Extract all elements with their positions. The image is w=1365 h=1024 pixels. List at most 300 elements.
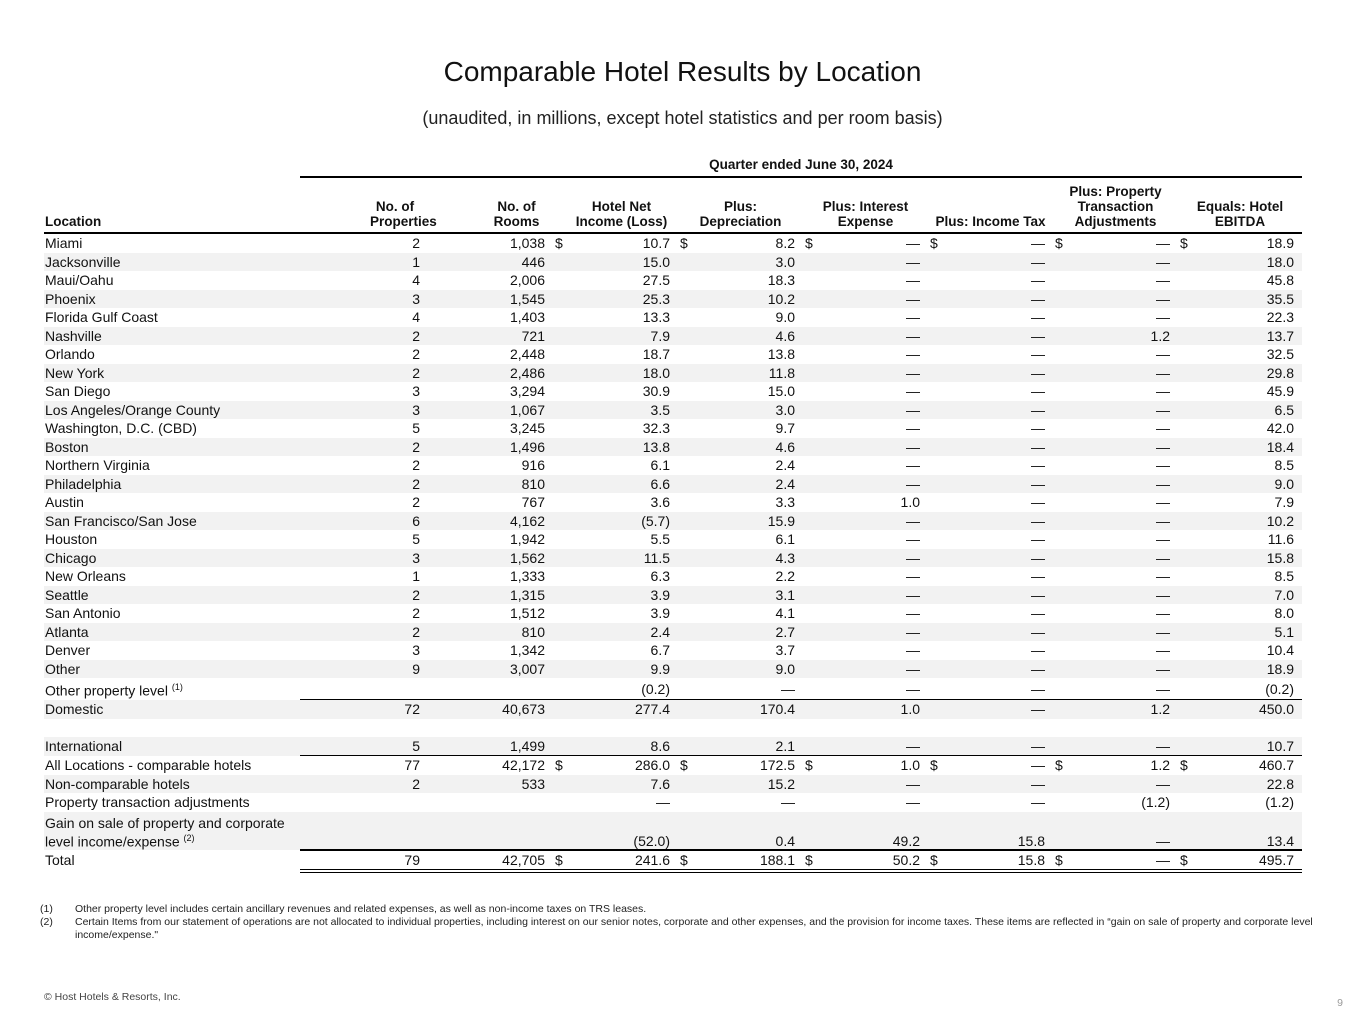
currency-symbol — [928, 775, 942, 794]
transaction-cell: — — [1156, 346, 1170, 363]
ebitda-cell: 6.5 — [1192, 401, 1302, 420]
currency-symbol — [1053, 567, 1067, 586]
currency-symbol — [1178, 345, 1192, 364]
col-header-rooms: No. of Rooms — [428, 184, 553, 233]
ebitda-cell: 15.8 — [1192, 549, 1302, 568]
location-cell — [44, 382, 300, 401]
currency-symbol — [1178, 364, 1192, 383]
currency-symbol — [803, 604, 817, 623]
currency-symbol — [928, 253, 942, 272]
currency-symbol — [553, 604, 567, 623]
table-row — [44, 812, 1302, 850]
footnote-ref: (2) — [183, 833, 195, 843]
location-cell — [44, 493, 300, 512]
rooms-cell: 42,172 — [428, 756, 553, 775]
currency-symbol — [1053, 382, 1067, 401]
currency-symbol — [1178, 530, 1192, 549]
rooms-cell: 767 — [521, 494, 545, 511]
table-row — [44, 290, 1302, 309]
transaction-cell: — — [1067, 812, 1178, 850]
currency-symbol — [803, 793, 817, 812]
depreciation-cell: 2.1 — [692, 737, 803, 756]
interest-cell: — — [906, 309, 920, 326]
table-row — [44, 308, 1302, 327]
depreciation-cell: 4.6 — [692, 438, 803, 457]
currency-symbol — [678, 419, 692, 438]
currency-symbol — [1178, 549, 1192, 568]
table-row — [44, 604, 1302, 623]
properties-cell: 77 — [300, 756, 428, 775]
currency-symbol — [678, 812, 692, 850]
properties-cell: 2 — [300, 364, 428, 383]
currency-symbol: $ — [553, 850, 567, 872]
net-income-cell: (0.2) — [641, 680, 670, 697]
table-row — [44, 678, 1302, 700]
transaction-cell: — — [1156, 235, 1170, 252]
currency-symbol — [803, 456, 817, 475]
currency-symbol — [803, 737, 817, 756]
currency-symbol — [1178, 586, 1192, 605]
currency-symbol — [553, 290, 567, 309]
currency-symbol — [928, 567, 942, 586]
net-income-cell: 3.6 — [650, 494, 670, 511]
table-row — [44, 456, 1302, 475]
currency-symbol: $ — [805, 235, 813, 252]
currency-symbol — [1053, 737, 1067, 756]
currency-symbol — [678, 401, 692, 420]
rooms-cell: 2,486 — [428, 364, 553, 383]
depreciation-cell: 4.1 — [775, 605, 795, 622]
ebitda-cell: 45.8 — [1266, 272, 1295, 289]
currency-symbol — [803, 512, 817, 531]
location-cell — [44, 364, 300, 383]
location-cell — [44, 812, 300, 850]
income-tax-cell: — — [1031, 642, 1045, 659]
location-cell — [44, 475, 300, 494]
transaction-cell: — — [1156, 420, 1170, 437]
income-tax-cell: — — [1031, 680, 1045, 697]
net-income-cell: 3.9 — [650, 605, 670, 622]
properties-cell: 2 — [300, 438, 428, 457]
page-number: 9 — [1337, 997, 1343, 1009]
location-label: Houston — [45, 531, 98, 548]
location-cell — [44, 233, 300, 253]
currency-symbol: $ — [1180, 235, 1188, 252]
ebitda-cell: 42.0 — [1266, 420, 1295, 437]
income-tax-cell: — — [942, 438, 1053, 457]
location-cell — [44, 567, 300, 586]
net-income-cell: 13.8 — [567, 438, 678, 457]
col-header-properties: No. of Properties — [300, 184, 428, 233]
currency-symbol — [678, 737, 692, 756]
depreciation-cell: — — [781, 680, 795, 697]
properties-cell: 2 — [300, 586, 428, 605]
location-label: Non-comparable hotels — [45, 775, 190, 792]
ebitda-cell: 8.0 — [1274, 605, 1295, 622]
net-income-cell: 30.9 — [642, 383, 670, 400]
properties-cell: 1 — [412, 568, 420, 585]
transaction-cell: — — [1156, 457, 1170, 474]
rooms-cell — [428, 812, 553, 850]
currency-symbol — [803, 549, 817, 568]
currency-symbol — [803, 308, 817, 327]
currency-symbol — [803, 678, 817, 700]
currency-symbol — [553, 456, 567, 475]
location-label: International — [45, 738, 123, 755]
income-tax-cell: — — [1031, 420, 1045, 437]
net-income-cell: 13.3 — [642, 309, 670, 326]
location-label: Phoenix — [45, 290, 96, 307]
interest-cell: — — [817, 438, 928, 457]
interest-cell: — — [906, 457, 920, 474]
ebitda-cell: 450.0 — [1192, 700, 1302, 719]
currency-symbol — [553, 438, 567, 457]
interest-cell: — — [817, 253, 928, 272]
currency-symbol — [678, 345, 692, 364]
footnote-marker: (1) — [40, 903, 53, 915]
currency-symbol — [1178, 623, 1192, 642]
depreciation-cell: 9.7 — [775, 420, 795, 437]
location-cell — [44, 530, 300, 549]
currency-symbol — [678, 493, 692, 512]
currency-symbol — [1178, 401, 1192, 420]
depreciation-cell: 3.7 — [775, 642, 795, 659]
copyright: © Host Hotels & Resorts, Inc. — [44, 991, 181, 1003]
ebitda-cell: 495.7 — [1192, 850, 1302, 872]
depreciation-cell: 10.2 — [692, 290, 803, 309]
interest-cell: — — [817, 775, 928, 794]
currency-symbol — [803, 812, 817, 850]
currency-symbol — [803, 419, 817, 438]
interest-cell: — — [906, 642, 920, 659]
location-label: Austin — [45, 494, 84, 511]
income-tax-cell: 15.8 — [942, 812, 1053, 850]
table-row — [44, 775, 1302, 794]
currency-symbol — [803, 530, 817, 549]
rooms-cell: 1,942 — [509, 531, 545, 548]
income-tax-cell: — — [942, 253, 1053, 272]
rooms-cell: 2,448 — [509, 346, 545, 363]
net-income-cell: 6.7 — [650, 642, 670, 659]
properties-cell — [300, 812, 428, 850]
currency-symbol — [553, 493, 567, 512]
table-row — [44, 641, 1302, 660]
location-label: Chicago — [45, 549, 97, 566]
location-label: Florida Gulf Coast — [45, 309, 158, 326]
currency-symbol — [803, 401, 817, 420]
footnote-ref: (1) — [171, 682, 183, 692]
net-income-cell: 18.0 — [567, 364, 678, 383]
interest-cell: 1.0 — [900, 494, 920, 511]
income-tax-cell: — — [1031, 235, 1045, 252]
currency-symbol — [1053, 438, 1067, 457]
interest-cell: 1.0 — [817, 700, 928, 719]
income-tax-cell: — — [1031, 531, 1045, 548]
currency-symbol — [1178, 327, 1192, 346]
currency-symbol — [803, 271, 817, 290]
table-row — [44, 660, 1302, 679]
location-cell — [44, 419, 300, 438]
transaction-cell: 1.2 — [1067, 700, 1178, 719]
transaction-cell: — — [1067, 586, 1178, 605]
table-row — [44, 567, 1302, 586]
currency-symbol — [1053, 604, 1067, 623]
results-table — [44, 184, 1302, 873]
properties-cell: 3 — [300, 549, 428, 568]
table-row — [44, 530, 1302, 549]
currency-symbol — [1178, 271, 1192, 290]
currency-symbol — [1053, 623, 1067, 642]
income-tax-cell: 15.8 — [942, 850, 1053, 872]
location-label: Property transaction adjustments — [45, 794, 250, 811]
depreciation-cell: 170.4 — [692, 700, 803, 719]
transaction-cell: — — [1067, 623, 1178, 642]
currency-symbol: $ — [1053, 756, 1067, 775]
currency-symbol — [1053, 327, 1067, 346]
interest-cell: 1.0 — [817, 756, 928, 775]
currency-symbol — [803, 253, 817, 272]
currency-symbol — [803, 382, 817, 401]
currency-symbol — [1178, 382, 1192, 401]
net-income-cell: 10.7 — [642, 235, 670, 252]
rooms-cell: 3,245 — [509, 420, 545, 437]
table-row — [44, 850, 1302, 872]
depreciation-cell: 11.8 — [692, 364, 803, 383]
depreciation-cell: 3.0 — [692, 253, 803, 272]
header-row — [44, 184, 1302, 233]
income-tax-cell: — — [1031, 568, 1045, 585]
location-cell — [44, 456, 300, 475]
currency-symbol: $ — [928, 850, 942, 872]
income-tax-cell: — — [942, 623, 1053, 642]
interest-cell: — — [817, 475, 928, 494]
currency-symbol — [678, 438, 692, 457]
location-cell — [44, 549, 300, 568]
table-row — [44, 512, 1302, 531]
currency-symbol — [928, 530, 942, 549]
net-income-cell: 7.9 — [567, 327, 678, 346]
properties-cell: 2 — [300, 623, 428, 642]
currency-symbol — [803, 475, 817, 494]
currency-symbol: $ — [930, 235, 938, 252]
currency-symbol — [678, 327, 692, 346]
location-label: Other — [45, 660, 81, 677]
currency-symbol — [553, 700, 567, 719]
ebitda-cell: (0.2) — [1265, 680, 1295, 697]
currency-symbol — [803, 345, 817, 364]
currency-symbol — [803, 493, 817, 512]
properties-cell: 1 — [300, 253, 428, 272]
income-tax-cell: — — [942, 586, 1053, 605]
rooms-cell: 810 — [428, 475, 553, 494]
income-tax-cell: — — [942, 327, 1053, 346]
depreciation-cell: 188.1 — [692, 850, 803, 872]
table-row — [44, 327, 1302, 346]
depreciation-cell: 15.9 — [692, 512, 803, 531]
interest-cell: — — [906, 383, 920, 400]
net-income-cell: 15.0 — [567, 253, 678, 272]
income-tax-cell: — — [942, 401, 1053, 420]
table-row — [44, 493, 1302, 512]
properties-cell: 5 — [412, 531, 420, 548]
transaction-cell: — — [1156, 568, 1170, 585]
properties-cell: 72 — [300, 700, 428, 719]
transaction-cell: — — [1156, 309, 1170, 326]
currency-symbol — [553, 530, 567, 549]
currency-symbol — [553, 382, 567, 401]
currency-symbol — [553, 660, 567, 679]
location-label: Gain on sale of property and corporate level income/expense — [45, 815, 285, 850]
properties-cell: 2 — [412, 494, 420, 511]
currency-symbol — [1053, 456, 1067, 475]
currency-symbol — [553, 401, 567, 420]
currency-symbol — [803, 438, 817, 457]
location-label: Atlanta — [45, 623, 89, 640]
currency-symbol — [678, 549, 692, 568]
depreciation-cell: 6.1 — [775, 531, 795, 548]
currency-symbol — [553, 567, 567, 586]
currency-symbol — [1053, 364, 1067, 383]
transaction-cell: — — [1156, 383, 1170, 400]
currency-symbol — [678, 660, 692, 679]
location-cell — [44, 586, 300, 605]
ebitda-cell: 8.5 — [1274, 457, 1295, 474]
currency-symbol — [928, 364, 942, 383]
ebitda-cell: 10.2 — [1192, 512, 1302, 531]
rooms-cell: 916 — [521, 457, 545, 474]
currency-symbol — [1178, 290, 1192, 309]
net-income-cell: 7.6 — [567, 775, 678, 794]
interest-cell: — — [817, 549, 928, 568]
income-tax-cell: — — [942, 775, 1053, 794]
location-label: Orlando — [45, 346, 95, 363]
properties-cell: 2 — [300, 475, 428, 494]
transaction-cell: — — [1156, 680, 1170, 697]
currency-symbol — [1053, 530, 1067, 549]
properties-cell — [300, 793, 428, 812]
net-income-cell: (5.7) — [567, 512, 678, 531]
income-tax-cell: — — [1031, 309, 1045, 326]
location-label: New York — [45, 364, 105, 381]
currency-symbol — [928, 327, 942, 346]
currency-symbol — [928, 660, 942, 679]
currency-symbol — [1053, 290, 1067, 309]
transaction-cell: — — [1067, 549, 1178, 568]
location-label: Los Angeles/Orange County — [45, 401, 221, 418]
location-cell — [44, 641, 300, 660]
col-header-ebitda: Equals: Hotel EBITDA — [1178, 184, 1302, 233]
currency-symbol — [928, 419, 942, 438]
properties-cell: 9 — [300, 660, 428, 679]
ebitda-cell: 18.0 — [1192, 253, 1302, 272]
currency-symbol — [803, 775, 817, 794]
interest-cell: — — [906, 680, 920, 697]
currency-symbol — [928, 586, 942, 605]
currency-symbol — [1178, 567, 1192, 586]
ebitda-cell: 10.7 — [1192, 737, 1302, 756]
currency-symbol — [553, 364, 567, 383]
currency-symbol — [678, 530, 692, 549]
currency-symbol: $ — [1178, 756, 1192, 775]
currency-symbol — [1053, 253, 1067, 272]
currency-symbol — [928, 623, 942, 642]
depreciation-cell: 2.4 — [692, 475, 803, 494]
ebitda-cell: 7.9 — [1274, 494, 1295, 511]
currency-symbol — [1178, 660, 1192, 679]
rooms-cell: 1,315 — [428, 586, 553, 605]
rooms-cell: 1,342 — [509, 642, 545, 659]
currency-symbol — [928, 308, 942, 327]
net-income-cell: 286.0 — [567, 756, 678, 775]
location-label: Northern Virginia — [45, 457, 150, 474]
transaction-cell: — — [1067, 850, 1178, 872]
currency-symbol — [553, 419, 567, 438]
currency-symbol — [803, 660, 817, 679]
currency-symbol — [928, 438, 942, 457]
net-income-cell: 27.5 — [642, 272, 670, 289]
currency-symbol — [928, 549, 942, 568]
table-row — [44, 401, 1302, 420]
currency-symbol — [1178, 775, 1192, 794]
ebitda-cell: 18.9 — [1266, 235, 1295, 252]
ebitda-cell: 11.6 — [1267, 531, 1295, 548]
ebitda-cell: 18.9 — [1192, 660, 1302, 679]
location-label: Miami — [45, 235, 83, 252]
depreciation-cell: 2.4 — [775, 457, 795, 474]
depreciation-cell: 3.3 — [775, 494, 795, 511]
net-income-cell: 5.5 — [650, 531, 670, 548]
table-row — [44, 271, 1302, 290]
transaction-cell: — — [1067, 364, 1178, 383]
table-row — [44, 737, 1302, 756]
net-income-cell: 18.7 — [642, 346, 670, 363]
transaction-cell: — — [1067, 660, 1178, 679]
currency-symbol: $ — [678, 850, 692, 872]
interest-cell: — — [817, 660, 928, 679]
currency-symbol — [678, 775, 692, 794]
location-label: Denver — [45, 642, 91, 659]
income-tax-cell: — — [1031, 494, 1045, 511]
currency-symbol — [553, 345, 567, 364]
properties-cell: 2 — [412, 346, 420, 363]
footnote-text: Certain Items from our statement of operations are not allocated to individual properties, including interest on our senior notes, corporate and other expenses, and the provision for income taxes. These items are reflected in “gain on sale of property and corporate level income/expense." — [75, 916, 1313, 941]
currency-symbol — [678, 382, 692, 401]
currency-symbol — [553, 308, 567, 327]
currency-symbol — [678, 678, 692, 700]
location-label: New Orleans — [45, 568, 126, 585]
currency-symbol — [928, 700, 942, 719]
ebitda-cell: 460.7 — [1192, 756, 1302, 775]
currency-symbol — [1053, 660, 1067, 679]
location-label: Domestic — [45, 701, 104, 718]
currency-symbol — [678, 364, 692, 383]
currency-symbol — [1178, 438, 1192, 457]
currency-symbol — [1178, 793, 1192, 812]
rooms-cell: 810 — [428, 623, 553, 642]
interest-cell: — — [906, 568, 920, 585]
rooms-cell — [428, 793, 553, 812]
currency-symbol — [1178, 308, 1192, 327]
interest-cell: — — [906, 605, 920, 622]
currency-symbol: $ — [1178, 850, 1192, 872]
currency-symbol: $ — [803, 850, 817, 872]
currency-symbol — [678, 475, 692, 494]
transaction-cell: 1.2 — [1067, 756, 1178, 775]
currency-symbol — [553, 793, 567, 812]
currency-symbol — [553, 549, 567, 568]
ebitda-cell: 35.5 — [1192, 290, 1302, 309]
currency-symbol — [1178, 475, 1192, 494]
